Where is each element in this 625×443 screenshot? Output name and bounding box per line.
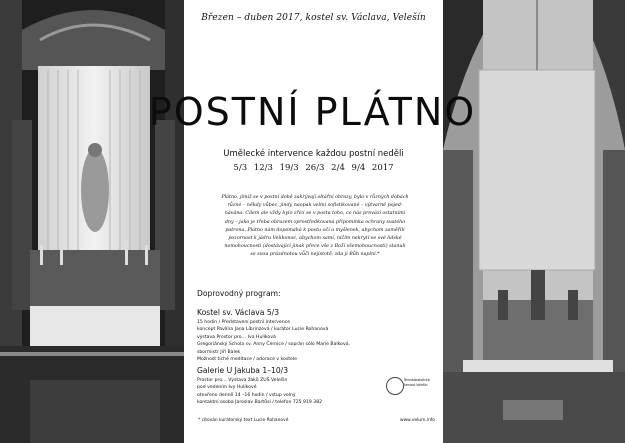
intro-line: se svou prázdnotou vůči nejistotě, zda ji Bůh naplní.* — [250, 252, 380, 258]
gallery-section-details — [197, 377, 322, 407]
program-heading: Doprovodný program: — [197, 289, 281, 298]
detail-line: sbormistr Jiří Balek — [197, 349, 241, 355]
poster-subtitle: Umělecké intervence každou postní neděli — [223, 149, 404, 159]
church-section-details — [197, 319, 350, 363]
intro-line: různé – někdy vůbec, jindy naopak velmi sofistikované – výtvarně pojed- — [227, 203, 403, 209]
detail-line: kontaktní osoba Jaroslav Bartůsí / telefon 725 919 382 — [197, 400, 323, 406]
detail-line: výstava Prostor pro… Iva Hulíková — [197, 334, 276, 340]
intro-line: pozornost k jádru Velikonoc, abychom sami, ničím nekrytí ve své lidské — [228, 236, 402, 242]
detail-line: pod vedením Ivy Hulíkové — [197, 385, 257, 391]
detail-line: Prostor pro… Výstava žáků ZUŠ Velešín — [197, 378, 288, 383]
church-interior-illustration — [443, 0, 625, 443]
detail-line: Možnost tiché meditace / adorace v kostele — [197, 357, 297, 363]
parish-logo-text: Římskokatolická farnost Velešín — [404, 378, 430, 387]
church-section-heading: Kostel sv. Václava 5/3 — [197, 308, 280, 317]
detail-line: koncept Pavlína Jana Librinzová / kurátor Lucie Rohanová — [197, 327, 329, 333]
footnote: * citován kurátorský text Lucie Rohanové — [198, 418, 289, 423]
intro-line: Plátno, jimiž se v postní době zakrývají oltářní obrazy, bylo v různých dobách — [221, 195, 409, 200]
intro-paragraph — [199, 194, 431, 260]
sunday-dates: 5/3 12/3 19/3 26/3 2/4 9/4 2017 — [233, 163, 394, 173]
detail-line: Gregoriánský Schola sv. Anny Černice / soprán sólo Marie Balková, — [197, 342, 350, 348]
intro-line: patrona. Plátno nám dopomáhá k postu očí a myšlenek, abychom zaměřili — [225, 227, 405, 233]
detail-line: otevřeno denně 14 –16 hodin / vstup volný — [197, 392, 296, 398]
website-link[interactable]: www.velum.info — [400, 418, 435, 423]
parish-logo-icon — [386, 377, 404, 395]
intro-line: návána. Cílem ale vždy bylo zříci se v postu toho, co nás provází ostatními — [224, 211, 406, 217]
detail-line: 15 hodin / Představení postní intervence — [197, 320, 291, 325]
right-church-photo — [443, 0, 625, 443]
intro-line: dny – jako je třeba obrazem zprostředkovaná připomínka ochrany svatého — [224, 219, 406, 225]
event-dateline: Březen – duben 2017, kostel sv. Václava, Velešín — [201, 13, 426, 23]
left-altar-photo — [0, 0, 184, 443]
gallery-section-heading: Galerie U Jakuba 1–10/3 — [197, 366, 289, 375]
poster-title: POSTNÍ PLÁTNO — [148, 90, 477, 134]
altar-veil-illustration — [0, 0, 184, 443]
intro-line: nemohoucnosti (dostávající jinak přece vše z Boží všemohoucnosti) stanuli — [224, 244, 406, 250]
